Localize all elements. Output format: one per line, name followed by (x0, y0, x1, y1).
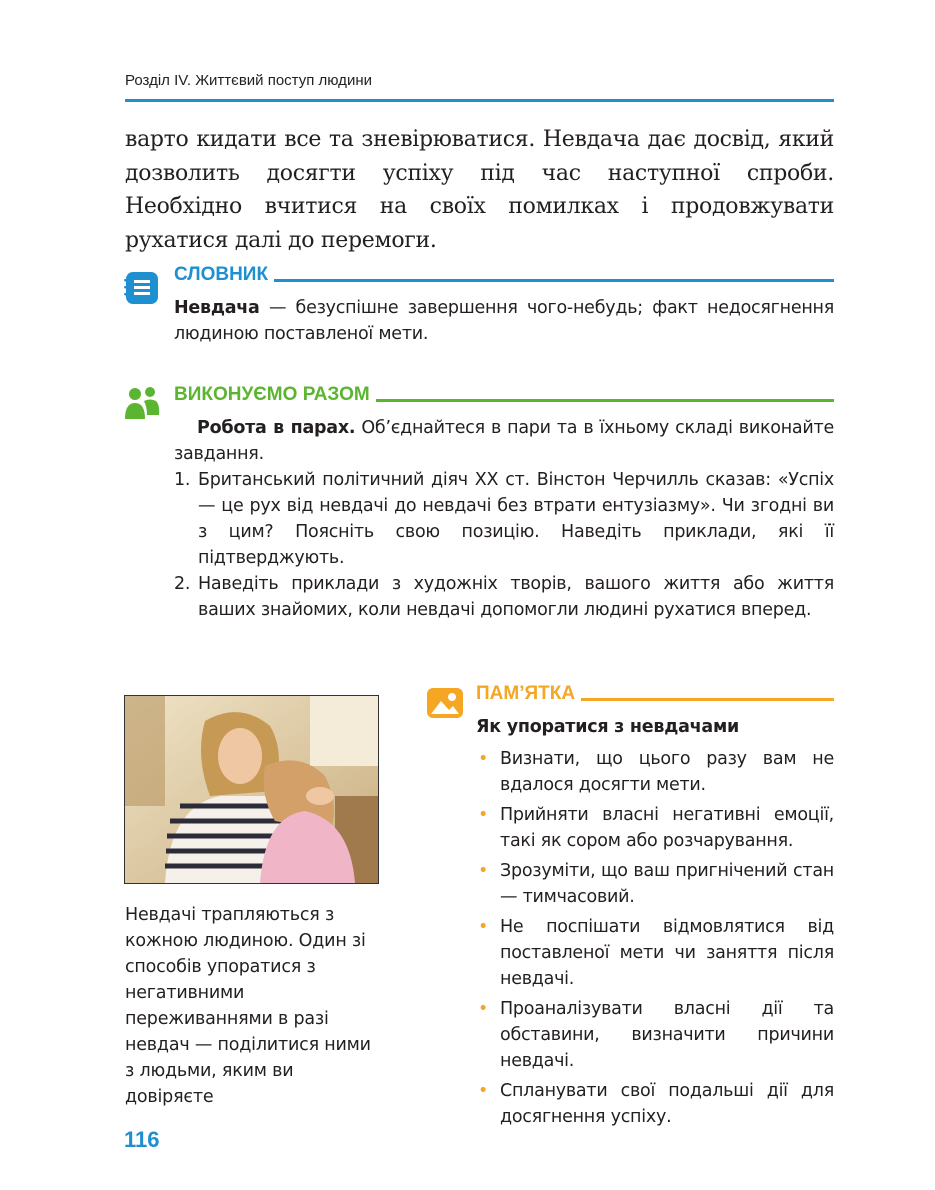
memo-list (476, 746, 834, 1134)
together-lead-bold: Робота в парах. (197, 418, 356, 438)
page-number: 116 (124, 1127, 160, 1152)
bullet-dot: • (478, 805, 489, 825)
memo-list-item (476, 996, 834, 1074)
dictionary-icon (124, 270, 160, 306)
task-number: 2. (174, 574, 191, 594)
memo-item-text: Проаналізувати власні дії та обставини, визначити причини невдачі. (500, 999, 834, 1071)
memo-list-item (476, 802, 834, 854)
intro-paragraph: варто кидати все та зневірюватися. Невдача дає досвід, який дозволить досягти успіху під час наступної спроби. Необхідно вчитися на своїх помилках і продовжувати рухатися далі до перемоги. (125, 127, 834, 253)
photo-caption: Невдачі трапляються з кожною людиною. Один зі способів упоратися з негативними переживаннями в разі невдач — поділитися ними з людьми, яким ви довіряєте (125, 905, 371, 1107)
dictionary-rule (274, 279, 834, 282)
task-text: Британський політичний діяч XX ст. Вінстон Черчилль сказав: «Успіх — це рух від невдачі до невдачі без втрати ентузіазму». Чи згодні ви з цим? Поясніть свою позицію. Наведіть приклади, які її підтверджують. (198, 470, 834, 568)
together-lead-text: Об’єднайтеся в пари та в їхньому складі виконайте завдання. (174, 418, 834, 464)
header-rule (125, 99, 834, 102)
memo-list-item (476, 914, 834, 992)
memo-icon (427, 688, 463, 718)
memo-rule (581, 698, 834, 701)
memo-subtitle (476, 714, 834, 740)
task-item (174, 467, 834, 571)
bullet-dot: • (478, 917, 489, 937)
together-heading (174, 384, 834, 406)
dictionary-definition: — безуспішне завершення чого-небудь; факт недосягнення людиною поставленої мети. (174, 298, 834, 344)
memo-item-text: Не поспішати відмовлятися від поставленої мети чи заняття після невдачі. (500, 917, 834, 989)
bullet-dot: • (478, 749, 489, 769)
task-number: 1. (174, 470, 191, 490)
memo-item-text: Визнати, що цього разу вам не вдалося досягти мети. (500, 749, 834, 795)
task-item (174, 571, 834, 623)
dictionary-heading (174, 264, 834, 286)
memo-subtitle-text: Як упоратися з невдачами (476, 717, 740, 737)
memo-list-item (476, 746, 834, 798)
memo-item-text: Зрозуміти, що ваш пригнічений стан — тимчасовий. (500, 861, 834, 907)
memo-item-text: Прийняти власні негативні емоції, такі як сором або розчарування. (500, 805, 834, 851)
memo-item-text: Спланувати свої подальші дії для досягнення успіху. (500, 1081, 834, 1127)
dictionary-entry (174, 295, 834, 347)
memo-list-item (476, 1078, 834, 1130)
people-icon (123, 385, 161, 423)
together-title: ВИКОНУЄМО РАЗОМ (174, 384, 370, 405)
memo-list-item (476, 858, 834, 910)
together-lead (174, 415, 834, 467)
task-list (174, 467, 834, 623)
task-text: Наведіть приклади з художніх творів, вашого життя або життя ваших знайомих, коли невдачі допомогли людині рухатися вперед. (198, 574, 834, 620)
running-header: Розділ IV. Життєвий поступ людини (125, 72, 372, 89)
dictionary-term: Невдача (174, 298, 260, 318)
memo-heading (476, 683, 834, 705)
photo-mother-comforting-daughter (124, 695, 379, 884)
bullet-dot: • (478, 861, 489, 881)
memo-title: ПАМ’ЯТКА (476, 683, 576, 704)
together-rule (376, 399, 834, 402)
bullet-dot: • (478, 999, 489, 1019)
bullet-dot: • (478, 1081, 489, 1101)
dictionary-title: СЛОВНИК (174, 264, 269, 285)
